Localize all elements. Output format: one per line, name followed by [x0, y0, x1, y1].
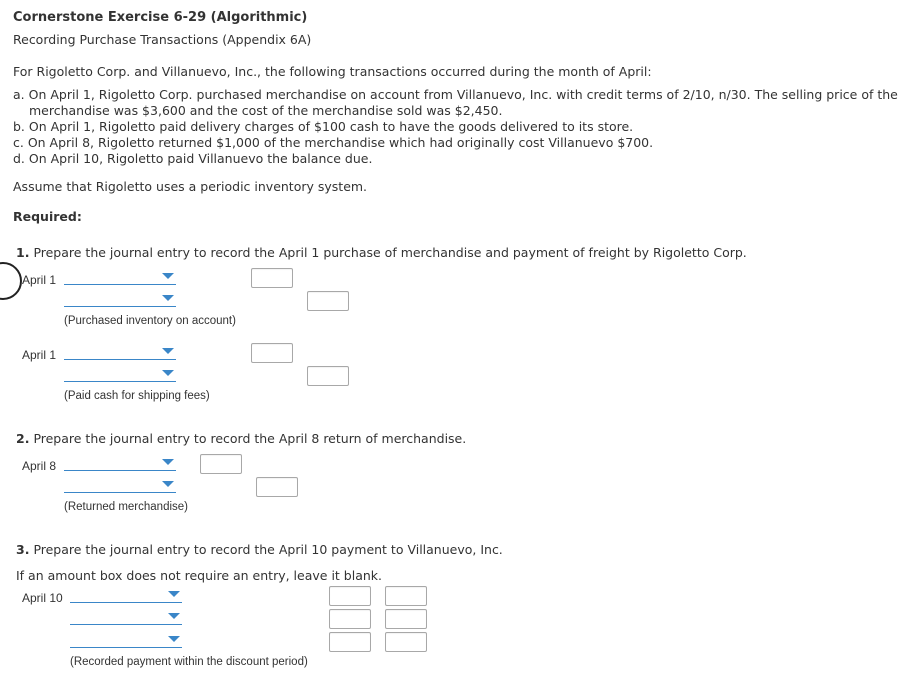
- q3-note: If an amount box does not require an entry, leave it blank.: [16, 568, 382, 583]
- q3-credit-amount-input-3[interactable]: [385, 632, 427, 652]
- q1-entry2-debit-account-select[interactable]: [64, 345, 176, 360]
- q1-entry2-credit-amount-input[interactable]: [307, 366, 349, 386]
- problem-item-a: a. On April 1, Rigoletto Corp. purchased merchandise on account from Villanuevo, Inc. with credit terms of 2/10, n/30. The selling price of the: [13, 87, 898, 102]
- q1-text: Prepare the journal entry to record the April 1 purchase of merchandise and payment of freight by Rigoletto Corp.: [33, 245, 747, 260]
- q2-entry-memo: (Returned merchandise): [64, 501, 189, 513]
- chevron-down-icon: [162, 273, 174, 279]
- q1-entry1-date: April 1: [22, 273, 57, 287]
- q1-entry1-credit-account-select[interactable]: [64, 292, 176, 307]
- q3-credit-amount-input-2[interactable]: [385, 609, 427, 629]
- q1-entry2-date: April 1: [22, 348, 57, 362]
- q3-entry-memo: (Recorded payment within the discount period): [70, 656, 308, 668]
- q1-number: 1.: [16, 245, 30, 260]
- chevron-down-icon: [162, 348, 174, 354]
- q2-text: Prepare the journal entry to record the April 8 return of merchandise.: [33, 431, 467, 446]
- q3-number: 3.: [16, 542, 30, 557]
- q3-account-select-1[interactable]: [70, 588, 182, 603]
- q2-credit-account-select[interactable]: [64, 478, 176, 493]
- chevron-down-icon: [168, 591, 180, 597]
- problem-item-b: b. On April 1, Rigoletto paid delivery charges of $100 cash to have the goods delivered to its store.: [13, 119, 634, 134]
- q2-debit-amount-input[interactable]: [200, 454, 242, 474]
- problem-item-d: d. On April 10, Rigoletto paid Villanuevo the balance due.: [13, 151, 373, 166]
- q3-account-select-2[interactable]: [70, 610, 182, 625]
- chevron-down-icon: [168, 636, 180, 642]
- q1-entry1-debit-account-select[interactable]: [64, 270, 176, 285]
- q3-credit-amount-input-1[interactable]: [385, 586, 427, 606]
- q2-prompt: [16, 431, 466, 446]
- problem-assumption: Assume that Rigoletto uses a periodic inventory system.: [13, 179, 368, 194]
- q1-entry1-memo: (Purchased inventory on account): [64, 315, 236, 327]
- problem-intro: For Rigoletto Corp. and Villanuevo, Inc., the following transactions occurred during the month of April:: [13, 64, 652, 79]
- q1-entry1-credit-amount-input[interactable]: [307, 291, 349, 311]
- q3-text: Prepare the journal entry to record the April 10 payment to Villanuevo, Inc.: [33, 542, 503, 557]
- q3-prompt: [16, 542, 503, 557]
- q1-entry2-memo: (Paid cash for shipping fees): [64, 390, 210, 402]
- chevron-down-icon: [162, 481, 174, 487]
- q1-entry2-credit-account-select[interactable]: [64, 367, 176, 382]
- q3-entry-date: April 10: [22, 591, 63, 605]
- q2-number: 2.: [16, 431, 30, 446]
- q2-debit-account-select[interactable]: [64, 456, 176, 471]
- chevron-down-icon: [162, 370, 174, 376]
- cursor-circle-marker: [0, 262, 22, 300]
- problem-item-a-cont: merchandise was $3,600 and the cost of the merchandise sold was $2,450.: [29, 103, 503, 118]
- q1-entry1-debit-amount-input[interactable]: [251, 268, 293, 288]
- q1-prompt: [16, 245, 747, 260]
- q3-account-select-3[interactable]: [70, 633, 182, 648]
- chevron-down-icon: [162, 459, 174, 465]
- q3-debit-amount-input-3[interactable]: [329, 632, 371, 652]
- q2-entry-date: April 8: [22, 459, 57, 473]
- q3-debit-amount-input-2[interactable]: [329, 609, 371, 629]
- page-title: Cornerstone Exercise 6-29 (Algorithmic): [13, 10, 308, 25]
- q1-entry2-debit-amount-input[interactable]: [251, 343, 293, 363]
- q3-debit-amount-input-1[interactable]: [329, 586, 371, 606]
- q2-credit-amount-input[interactable]: [256, 477, 298, 497]
- chevron-down-icon: [168, 613, 180, 619]
- page-subtitle: Recording Purchase Transactions (Appendix 6A): [13, 32, 312, 47]
- chevron-down-icon: [162, 295, 174, 301]
- required-heading: Required:: [13, 209, 82, 224]
- problem-item-c: c. On April 8, Rigoletto returned $1,000 of the merchandise which had originally cost Villanuevo $700.: [13, 135, 654, 150]
